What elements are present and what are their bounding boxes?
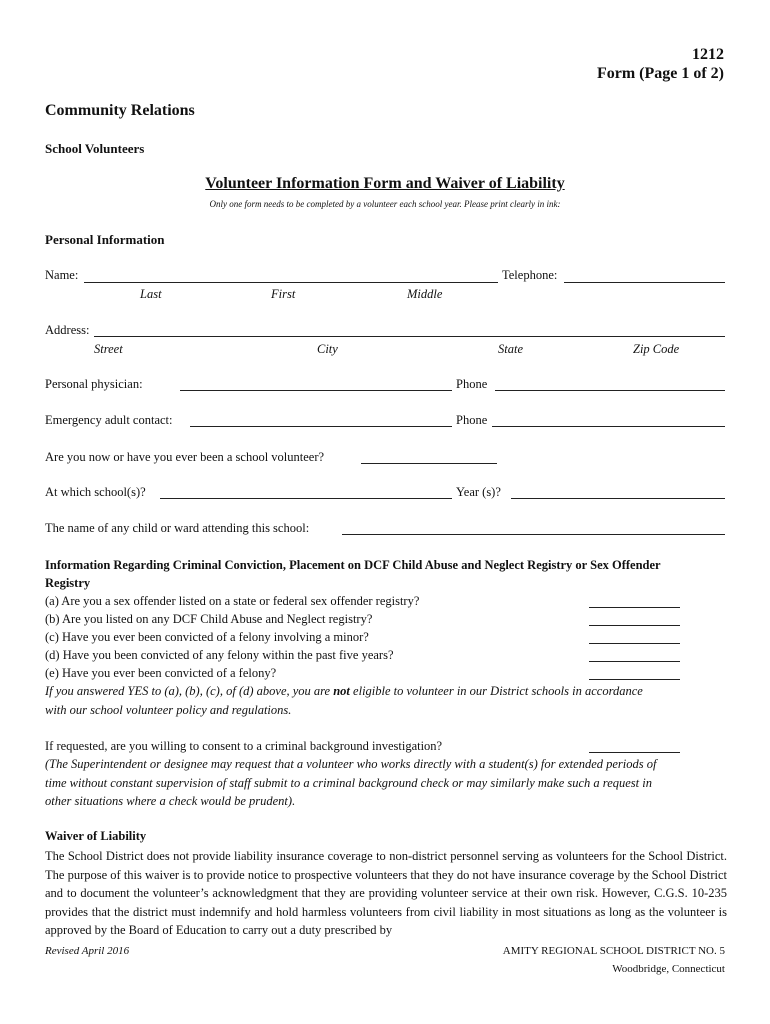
physician-phone-label: Phone xyxy=(456,377,488,391)
form-instructions: Only one form needs to be completed by a volunteer each school year. Please print clearly in ink: xyxy=(209,199,561,209)
answer-field-d[interactable] xyxy=(589,661,680,662)
criminal-info-heading-cont: Registry xyxy=(45,576,91,590)
form-page-indicator: Form (Page 1 of 2) xyxy=(596,65,724,82)
background-check-field[interactable] xyxy=(589,752,680,753)
revised-date: Revised April 2016 xyxy=(45,945,130,957)
subsection-title: School Volunteers xyxy=(45,141,145,156)
background-check-question: If requested, are you willing to consent to a criminal background investigation? xyxy=(45,739,443,753)
eligibility-note xyxy=(45,684,643,699)
name-last-caption: Last xyxy=(140,287,162,301)
answer-field-b[interactable] xyxy=(589,625,680,626)
physician-field[interactable] xyxy=(180,390,452,391)
emergency-contact-field[interactable] xyxy=(190,426,452,427)
background-check-note-3: other situations where a check would be prudent). xyxy=(45,794,296,808)
address-zip-caption: Zip Code xyxy=(633,342,680,356)
schools-label: At which school(s)? xyxy=(45,485,146,499)
criminal-question-b: (b) Are you listed on any DCF Child Abuse and Neglect registry? xyxy=(45,612,373,626)
address-label: Address: xyxy=(45,323,90,337)
eligibility-note-not: not xyxy=(333,684,350,698)
criminal-info-heading: Information Regarding Criminal Conviction, Placement on DCF Child Abuse and Neglect Registry or Sex Offender xyxy=(45,558,661,572)
emergency-phone-field[interactable] xyxy=(492,426,725,427)
answer-field-e[interactable] xyxy=(589,679,680,680)
years-label: Year (s)? xyxy=(456,485,501,499)
policy-number: 1212 xyxy=(692,46,724,63)
waiver-heading: Waiver of Liability xyxy=(45,829,147,843)
address-field[interactable] xyxy=(94,336,725,337)
telephone-label: Telephone: xyxy=(502,268,558,282)
address-state-caption: State xyxy=(498,342,523,356)
eligibility-note-part2: eligible to volunteer in our District schools in accordance xyxy=(349,684,643,698)
volunteer-history-question: Are you now or have you ever been a school volunteer? xyxy=(45,450,325,464)
physician-label: Personal physician: xyxy=(45,377,143,391)
name-label: Name: xyxy=(45,268,79,282)
background-check-note-1: (The Superintendent or designee may request that a volunteer who works directly with a student(s) for extended periods of xyxy=(45,757,657,771)
physician-phone-field[interactable] xyxy=(495,390,725,391)
child-ward-label: The name of any child or ward attending this school: xyxy=(45,521,310,535)
address-city-caption: City xyxy=(317,342,338,356)
background-check-note-2: time without constant supervision of staff submit to a criminal background check or may similarly make such a request in xyxy=(45,776,652,790)
name-middle-caption: Middle xyxy=(407,287,443,301)
answer-field-c[interactable] xyxy=(589,643,680,644)
criminal-question-a: (a) Are you a sex offender listed on a state or federal sex offender registry? xyxy=(45,594,420,608)
answer-field-a[interactable] xyxy=(589,607,680,608)
telephone-field[interactable] xyxy=(564,282,725,283)
district-town: Woodbridge, Connecticut xyxy=(612,963,725,975)
address-street-caption: Street xyxy=(94,342,123,356)
name-first-caption: First xyxy=(271,287,296,301)
years-field[interactable] xyxy=(511,498,725,499)
eligibility-note-line2: with our school volunteer policy and regulations. xyxy=(45,703,292,717)
schools-field[interactable] xyxy=(160,498,452,499)
emergency-phone-label: Phone xyxy=(456,413,488,427)
section-title: Community Relations xyxy=(45,102,195,119)
personal-info-heading: Personal Information xyxy=(45,232,165,247)
volunteer-history-field[interactable] xyxy=(361,463,497,464)
district-name: AMITY REGIONAL SCHOOL DISTRICT NO. 5 xyxy=(502,945,725,957)
eligibility-note-part1: If you answered YES to (a), (b), (c), of (d) above, you are xyxy=(45,684,334,698)
form-title: Volunteer Information Form and Waiver of Liability xyxy=(205,175,565,192)
child-ward-field[interactable] xyxy=(342,534,725,535)
waiver-text: The School District does not provide liability insurance coverage to non-district personnel serving as volunteers for the School District. The purpose of this waiver is to provide notice to prospective volunteers that they do not have insurance coverage by the School District and to document the volunteer’s acknowledgment that they are providing volunteer service at their own risk. However, C.G.S. 10-235 provides that the district must indemnify and hold harmless volunteers from civil liability in most situations as long as the volunteer is approved by the Board of Education to carry out a duty prescribed by xyxy=(45,849,727,937)
name-field[interactable] xyxy=(84,282,498,283)
criminal-question-e: (e) Have you ever been convicted of a felony? xyxy=(45,666,277,680)
emergency-contact-label: Emergency adult contact: xyxy=(45,413,173,427)
criminal-question-d: (d) Have you been convicted of any felony within the past five years? xyxy=(45,648,394,662)
criminal-question-c: (c) Have you ever been convicted of a felony involving a minor? xyxy=(45,630,369,644)
